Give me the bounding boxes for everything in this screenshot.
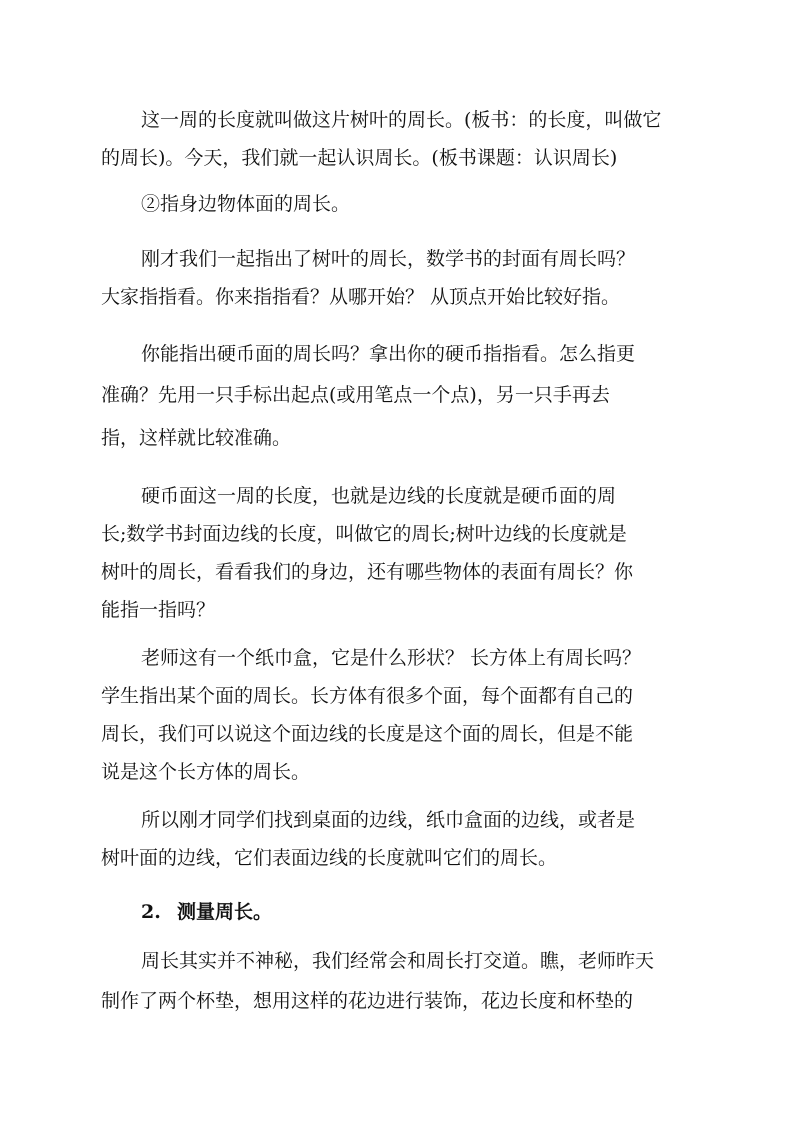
paragraph-line: 说是这个长方体的周长。	[101, 761, 311, 783]
paragraph-line: 的周长)。今天，我们就一起认识周长。(板书课题：认识周长)	[101, 147, 618, 169]
paragraph-line: 制作了两个杯垫，想用这样的花边进行装饰，花边长度和杯垫的	[101, 990, 634, 1012]
paragraph-line: 指，这样就比较准确。	[101, 427, 292, 449]
paragraph-line: 长;数学书封面边线的长度，叫做它的周长;树叶边线的长度就是	[101, 523, 627, 545]
paragraph-line: 周长，我们可以说这个面边线的长度是这个面的周长，但是不能	[101, 723, 634, 745]
paragraph-line: 学生指出某个面的周长。长方体有很多个面，每个面都有自己的	[101, 685, 634, 707]
section-heading	[141, 899, 272, 925]
paragraph-line: 树叶面的边线，它们表面边线的长度就叫它们的周长。	[101, 847, 558, 869]
paragraph-line: 能指一指吗？	[101, 599, 216, 621]
paragraph-line: 刚才我们一起指出了树叶的周长，数学书的封面有周长吗？	[141, 248, 636, 270]
paragraph-line: 准确？先用一只手标出起点(或用笔点一个点)，另一只手再去	[101, 384, 610, 406]
paragraph-line: 老师这有一个纸巾盒，它是什么形状？ 长方体上有周长吗？	[141, 647, 642, 669]
paragraph-line: 所以刚才同学们找到桌面的边线，纸巾盒面的边线，或者是	[141, 809, 636, 831]
paragraph-line: ②指身边物体面的周长。	[141, 193, 351, 215]
section-title: 测量周长。	[177, 901, 273, 923]
paragraph-line: 周长其实并不神秘，我们经常会和周长打交道。瞧，老师昨天	[141, 950, 655, 972]
paragraph-line: 硬币面这一周的长度，也就是边线的长度就是硬币面的周	[141, 485, 617, 507]
paragraph-line: 树叶的周长，看看我们的身边，还有哪些物体的表面有周长？你	[101, 561, 634, 583]
paragraph-line: 大家指指看。你来指指看？从哪开始？ 从顶点开始比较好指。	[101, 286, 621, 308]
paragraph-line: 你能指出硬币面的周长吗？拿出你的硬币指指看。怎么指更	[141, 343, 636, 365]
section-number: 2.	[141, 901, 161, 923]
paragraph-line: 这一周的长度就叫做这片树叶的周长。(板书：的长度，叫做它	[141, 109, 662, 131]
